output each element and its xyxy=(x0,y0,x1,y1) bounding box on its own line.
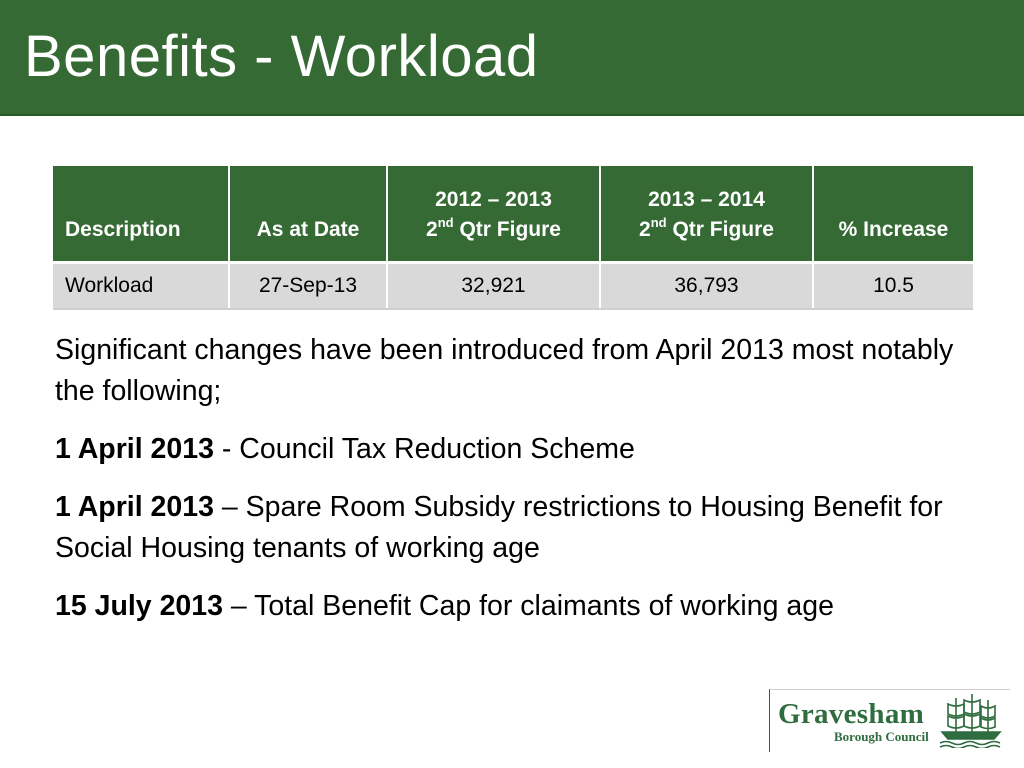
change-date: 1 April 2013 xyxy=(55,433,214,465)
change-text: Spare Room Subsidy restrictions to Housing Benefit for Social Housing tenants of working age xyxy=(55,491,943,564)
cell-2012-2013-figure: 32,921 xyxy=(387,263,600,310)
ship-icon xyxy=(938,692,1004,748)
change-text: Total Benefit Cap for claimants of working age xyxy=(254,590,834,622)
column-header-percent-increase: % Increase xyxy=(813,166,973,263)
change-item: 15 July 2013 – Total Benefit Cap for claimants of working age xyxy=(55,590,834,622)
column-header-2013-2014: 2013 – 2014 2nd Qtr Figure xyxy=(600,166,813,263)
change-text: Council Tax Reduction Scheme xyxy=(239,433,635,465)
change-date: 1 April 2013 xyxy=(55,491,214,523)
change-date: 15 July 2013 xyxy=(55,590,223,622)
cell-percent-increase: 10.5 xyxy=(813,263,973,310)
slide-title: Benefits - Workload xyxy=(24,24,539,89)
logo-name: Gravesham xyxy=(778,698,925,730)
logo-subtitle: Borough Council xyxy=(834,729,929,744)
header-bar xyxy=(0,0,1024,116)
cell-as-at-date: 27-Sep-13 xyxy=(229,263,387,310)
table-row xyxy=(53,263,973,310)
change-item: 1 April 2013 - Council Tax Reduction Scheme xyxy=(55,433,635,465)
column-header-2012-2013: 2012 – 2013 2nd Qtr Figure xyxy=(387,166,600,263)
column-header-description: Description xyxy=(53,166,229,263)
gravesham-logo xyxy=(769,689,1010,752)
change-item: 1 April 2013 – Spare Room Subsidy restrictions to Housing Benefit for Social Housing tenants of working age xyxy=(55,491,943,564)
cell-2013-2014-figure: 36,793 xyxy=(600,263,813,310)
column-header-as-at-date: As at Date xyxy=(229,166,387,263)
body-text xyxy=(55,330,985,644)
table-header-row xyxy=(53,166,973,263)
intro-paragraph: Significant changes have been introduced from April 2013 most notably the following; xyxy=(55,334,954,407)
workload-table xyxy=(53,166,973,310)
cell-description: Workload xyxy=(53,263,229,310)
